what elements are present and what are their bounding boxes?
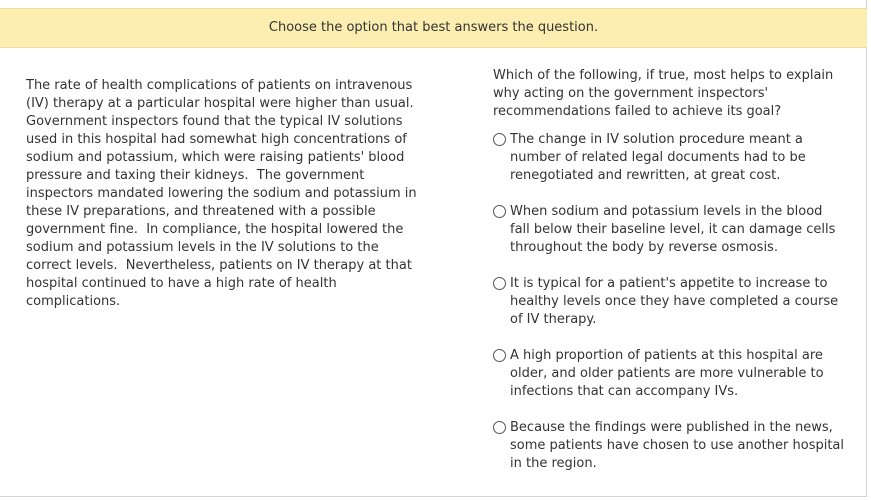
radio-button-e[interactable]: [493, 421, 506, 434]
instruction-text: Choose the option that best answers the question.: [268, 20, 599, 35]
question-stem: Which of the following, if true, most helps to explain why acting on the government inspectors' recommendations failed to achieve its goal?: [493, 68, 834, 119]
passage-text: The rate of health complications of patients on intravenous (IV) therapy at a particular hospital were higher than usual. Government inspectors found that the typical IV solutions used in this hospital had somewhat high concentrations of sodium and potassium, which were raising patients' blood pressure and taxing their kidneys. The government inspectors mandated lowering the sodium and potassium in these IV preparations, and threatened with a possible government fine. In compliance, the hospital lowered the sodium and potassium levels in the IV solutions to the correct levels. Nevertheless, patients on IV therapy at that hospital continued to have a high rate of health complications.: [26, 78, 422, 309]
answer-option-e[interactable]: [493, 419, 853, 473]
answer-option-a-label: The change in IV solution procedure meant a number of related legal documents had to be renegotiated and rewritten, at great cost.: [510, 132, 806, 183]
answer-option-e-label: Because the findings were published in the news, some patients have chosen to use another hospital in the region.: [510, 420, 845, 471]
radio-button-c[interactable]: [493, 277, 506, 290]
answer-option-b[interactable]: [493, 203, 853, 257]
radio-button-d[interactable]: [493, 349, 506, 362]
answer-option-c[interactable]: [493, 275, 853, 329]
answer-option-b-label: When sodium and potassium levels in the blood fall below their baseline level, it can damage cells throughout the body by reverse osmosis.: [510, 204, 836, 255]
instruction-banner: [0, 8, 867, 48]
answer-option-c-label: It is typical for a patient's appetite to increase to healthy levels once they have completed a course of IV therapy.: [510, 276, 839, 327]
radio-button-a[interactable]: [493, 133, 506, 146]
answer-option-d[interactable]: [493, 347, 853, 401]
answer-options: [493, 131, 853, 491]
radio-button-b[interactable]: [493, 205, 506, 218]
answer-option-d-label: A high proportion of patients at this hospital are older, and older patients are more vulnerable to infections that can accompany IVs.: [510, 348, 824, 399]
answer-option-a[interactable]: [493, 131, 853, 185]
